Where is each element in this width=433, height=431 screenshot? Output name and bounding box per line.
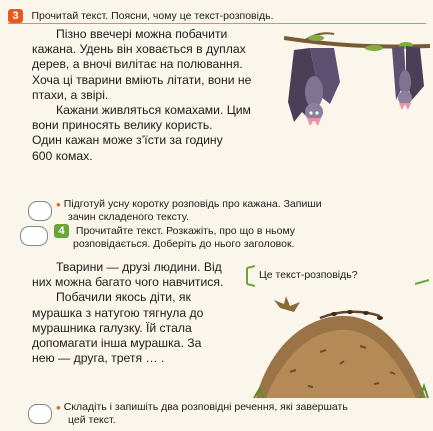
writing-hand-icon xyxy=(28,201,52,221)
task-3-line: дерев, а вночі вилітає на полювання. xyxy=(32,57,243,72)
task-3-line: Кажани живляться комахами. Цим xyxy=(56,103,251,118)
task-3-line: 600 комах. xyxy=(32,148,93,163)
task-4-line: мурашка з натугою тягнула до xyxy=(32,305,204,320)
task-3-activity xyxy=(56,198,426,224)
bat-right xyxy=(392,46,424,110)
task-3-line: Пізно ввечері можна побачити xyxy=(56,27,228,41)
task-4-activity-icon xyxy=(28,404,52,424)
task-4-line: Тварини — друзі людини. Від xyxy=(56,260,222,274)
task-4-text xyxy=(32,260,238,366)
task-4-instruction: Прочитайте текст. Розкажіть, про що в ньому xyxy=(75,225,296,237)
task-3-line: вони приносять велику користь. xyxy=(32,118,213,133)
task-3-activity-icon xyxy=(28,201,52,221)
task-4-line: нею — друга, третя … . xyxy=(32,351,165,366)
bat-left xyxy=(288,48,340,126)
bullet-icon: ● xyxy=(56,200,61,209)
task-3-rule xyxy=(8,23,426,24)
task-4-activity-line: Складіть і запишіть два розповідні речення, які завершать xyxy=(63,401,348,413)
task-3-text xyxy=(32,27,281,164)
bats-illustration xyxy=(284,26,430,154)
task-3-number: 3 xyxy=(8,9,23,23)
task-4-instruction-line: розповідається. Доберіть до нього заголовок. xyxy=(73,238,295,250)
writing-hand-icon xyxy=(28,404,52,424)
task-3-header xyxy=(8,6,426,24)
question-tag xyxy=(245,264,431,288)
task-4-header xyxy=(54,224,426,251)
task-3-line: кажана. Удень він ховається в дуплах xyxy=(32,42,246,57)
task-3-line: птахи, а звірі. xyxy=(32,87,109,102)
pair-work-icon xyxy=(20,226,48,246)
task-4-pair-icon xyxy=(20,226,48,246)
task-4-line: мурашника галузку. Їй стала xyxy=(32,320,192,335)
task-4-line: них можна багато чого навчитися. xyxy=(32,275,224,290)
task-3-activity-line: Підготуй усну коротку розповідь про кажана. Запиши xyxy=(63,198,322,210)
task-4-line: допомагати інша мурашка. За xyxy=(32,336,202,351)
task-3-instruction: Прочитай текст. Поясни, чому це текст-розповідь. xyxy=(31,10,274,22)
task-3-activity-line: зачин складеного тексту. xyxy=(68,211,189,223)
bullet-icon: ● xyxy=(56,403,61,412)
question-tag-text: Це текст-розповідь? xyxy=(259,269,358,281)
task-4-number: 4 xyxy=(54,224,69,238)
task-3-line: Хоча ці тварини вміють літати, вони не xyxy=(32,72,252,87)
anthill-illustration xyxy=(250,292,430,400)
task-4-line: Побачили якось діти, як xyxy=(56,290,191,305)
task-3-line: Один кажан може з’їсти за годину xyxy=(32,133,223,148)
task-4-activity xyxy=(56,401,426,427)
task-4-activity-line: цей текст. xyxy=(68,414,116,426)
